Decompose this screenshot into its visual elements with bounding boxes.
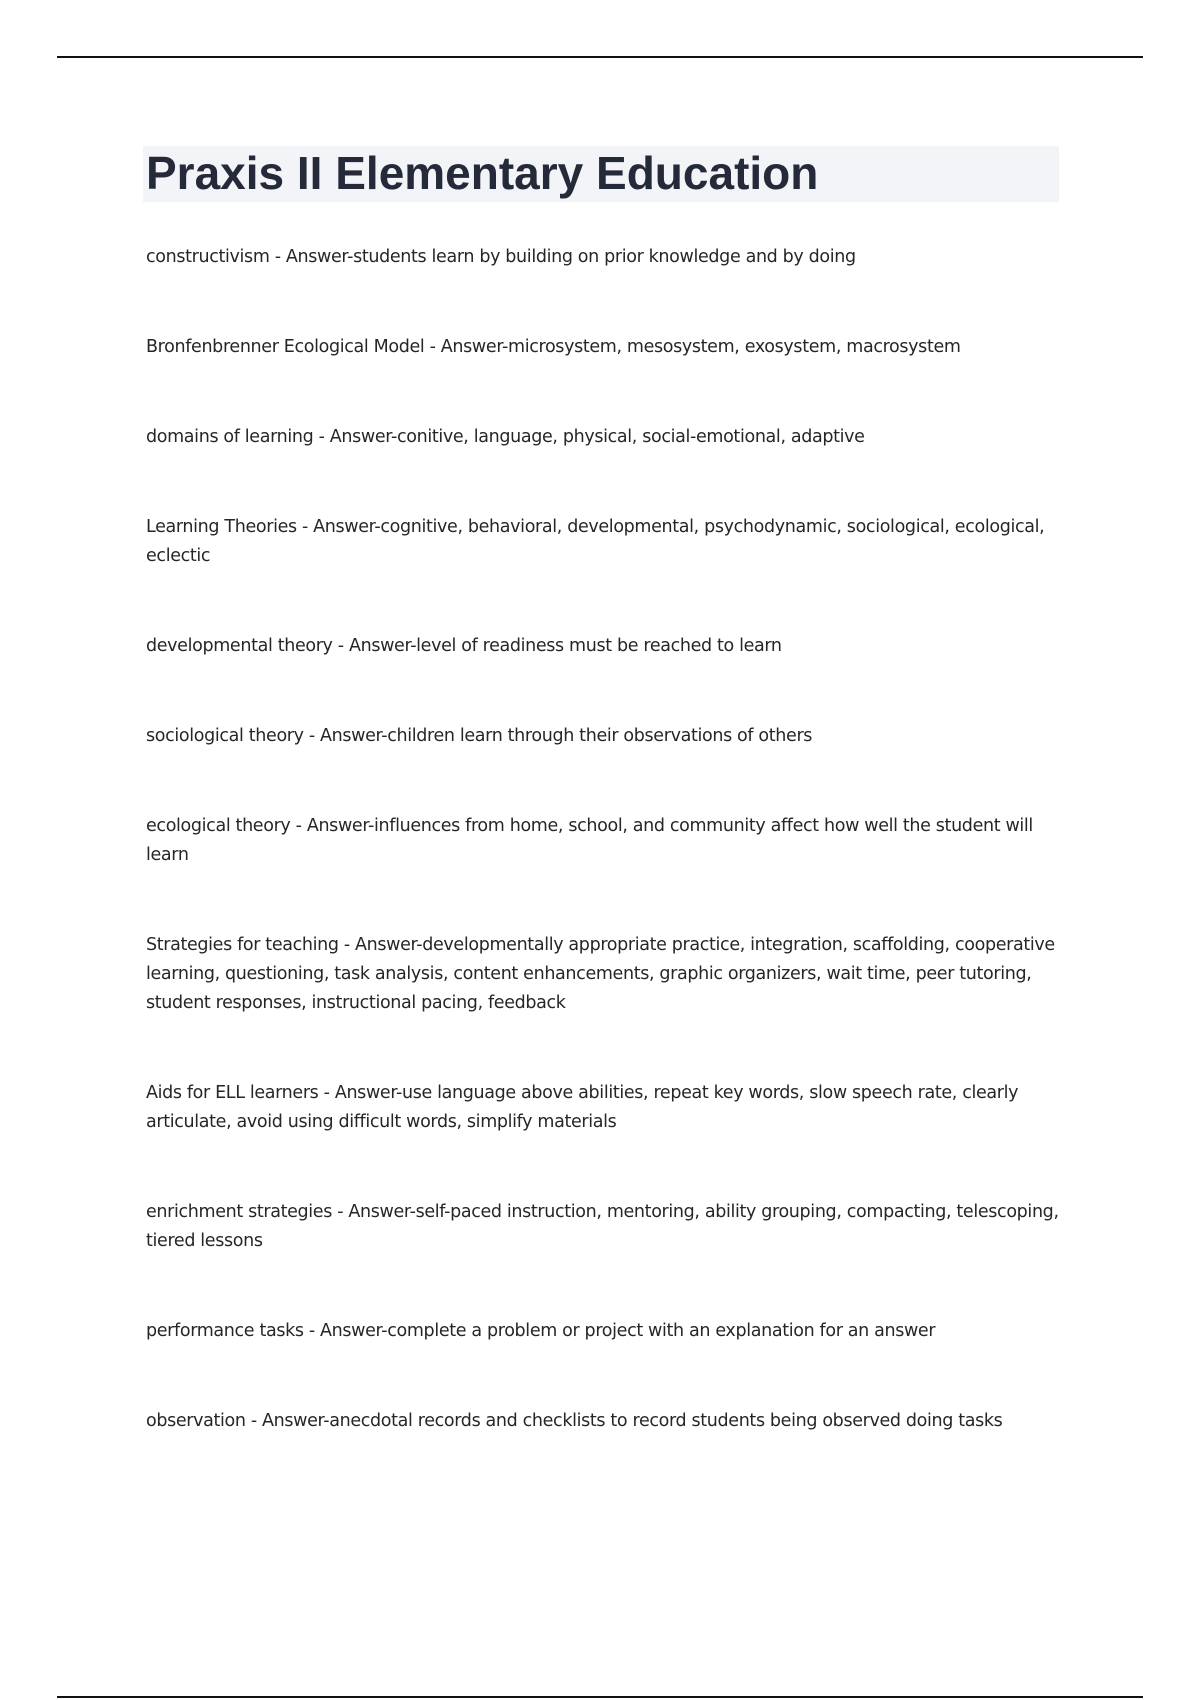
- flashcard-entry: observation - Answer-anecdotal records and checklists to record students being observed doing tasks: [146, 1411, 1003, 1431]
- bottom-divider: [57, 1696, 1143, 1698]
- flashcard-entry: Bronfenbrenner Ecological Model - Answer-microsystem, mesosystem, exosystem, macrosystem: [146, 337, 961, 357]
- flashcard-entry: performance tasks - Answer-complete a problem or project with an explanation for an answer: [146, 1321, 936, 1341]
- flashcard-entry: ecological theory - Answer-influences from home, school, and community affect how well the student will learn: [146, 816, 1033, 865]
- flashcard-entry: sociological theory - Answer-children learn through their observations of others: [146, 726, 813, 746]
- flashcard-entry: Aids for ELL learners - Answer-use language above abilities, repeat key words, slow speech rate, clearly articulate, avoid using difficult words, simplify materials: [146, 1083, 1019, 1132]
- flashcard-entry: enrichment strategies - Answer-self-paced instruction, mentoring, ability grouping, compacting, telescoping, tiered lessons: [146, 1202, 1059, 1251]
- top-divider: [57, 56, 1143, 58]
- page-title: Praxis II Elementary Education: [146, 147, 819, 199]
- flashcard-entry: Strategies for teaching - Answer-developmentally appropriate practice, integration, scaffolding, cooperative learning, questioning, task analysis, content enhancements, graphic organizers, wait time, peer tutoring, student responses, instructional pacing, feedback: [146, 935, 1055, 1013]
- flashcard-entry: developmental theory - Answer-level of readiness must be reached to learn: [146, 636, 782, 656]
- flashcard-entry: domains of learning - Answer-conitive, language, physical, social-emotional, adaptive: [146, 427, 865, 447]
- flashcard-entry: constructivism - Answer-students learn by building on prior knowledge and by doing: [146, 247, 856, 267]
- flashcard-entry: Learning Theories - Answer-cognitive, behavioral, developmental, psychodynamic, sociological, ecological, eclectic: [146, 517, 1045, 566]
- flashcard-list: [146, 243, 1066, 1497]
